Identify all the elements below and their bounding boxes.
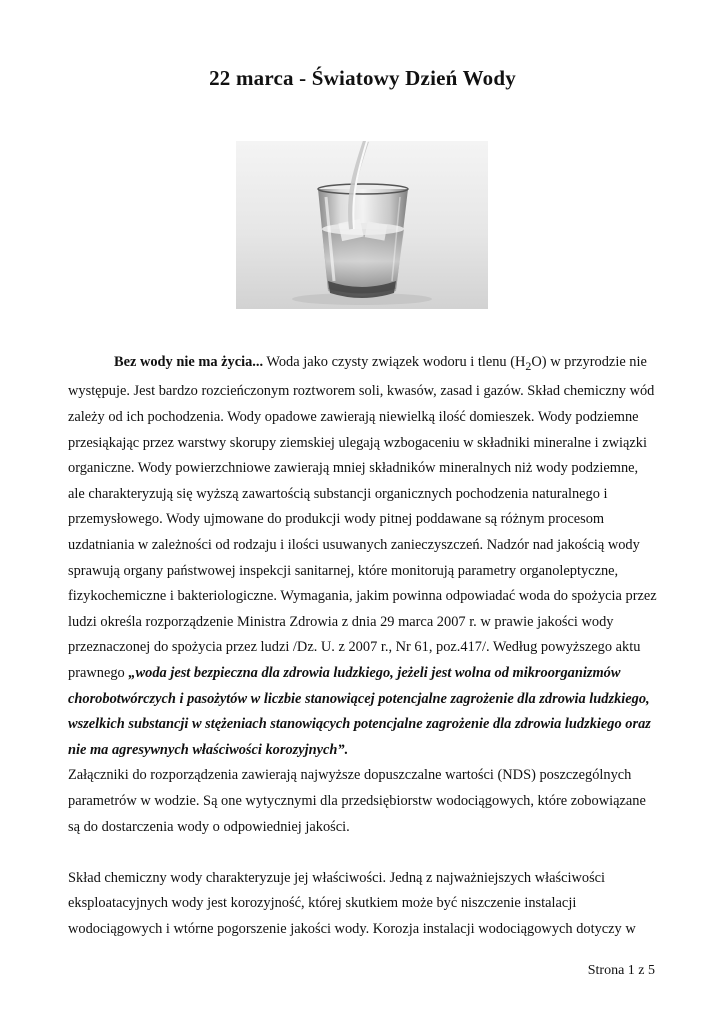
paragraph-3: Skład chemiczny wody charakteryzuje jej właściwości. Jedną z najważniejszych właściwości eksploatacyjnych wody jest korozyjność, której skutkiem może być niszczenie instalacji wodociągowych i wtórne pogorszenie jakości wody. Korozja instalacji wodociągowych dotyczy w [68, 869, 636, 937]
subscript-2: 2 [525, 358, 532, 373]
water-glass-photo-icon [236, 141, 488, 309]
document-body [68, 350, 658, 943]
lead-phrase: Bez wody nie ma życia... [114, 354, 264, 370]
paragraph-1-text-a: Woda jako czysty związek wodoru i tlenu (H [263, 354, 526, 370]
paragraph-2: Załączniki do rozporządzenia zawierają najwyższe dopuszczalne wartości (NDS) poszczególnych parametrów w wodzie. Są one wytycznymi dla przedsiębiorstw wodociągowych, które zobowiązane są do dostarczenia wody o odpowiedniej jakości. [68, 767, 646, 835]
legal-quote: „woda jest bezpieczna dla zdrowia ludzkiego, jeżeli jest wolna od mikroorganizmów chorobotwórczych i pasożytów w liczbie stanowiącej potencjalne zagrożenie dla zdrowia ludzkiego, wszelkich substancji w stężeniach stanowiących potencjalne zagrożenie dla zdrowia ludzkiego oraz nie ma agresywnych właściwości korozyjnych”. [68, 665, 651, 758]
page-title: 22 marca - Światowy Dzień Wody [209, 66, 516, 90]
page-number: Strona 1 z 5 [587, 963, 655, 978]
paragraph-1-text-b: O) w przyrodzie nie występuje. Jest bardzo rozcieńczonym roztworem soli, kwasów, zasad i gazów. Skład chemiczny wód zależy od ich pochodzenia. Wody opadowe zawierają niewielką ilość domieszek. Wody podziemne przesiąkając przez warstwy skorupy ziemskiej ulegają wzbogaceniu w składniki mineralne i związki organiczne. Wody powierzchniowe zawierają mniej składników mineralnych niż wody podziemne, ale charakteryzują się wyższą zawartością substancji organicznych pochodzenia naturalnego i przemysłowego. Wody ujmowane do produkcji wody pitnej poddawane są różnym procesom uzdatniania w zależności od rodzaju i ilości usuwanych zanieczyszczeń. Nadzór nad jakością wody sprawują organy państwowej inspekcji sanitarnej, które monitorują parametry organoleptyczne, fizykochemiczne i bakteriologiczne. Wymagania, jakim powinna odpowiadać woda do spożycia przez ludzi określa rozporządzenie Ministra Zdrowia z dnia 29 marca 2007 r. w prawie jakości wody przeznaczonej do spożycia przez ludzi /Dz. U. z 2007 r., Nr 61, poz.417/. Według powyższego aktu prawnego [68, 354, 657, 681]
paragraph-1 [68, 350, 658, 763]
paragraph-gap [68, 840, 658, 866]
